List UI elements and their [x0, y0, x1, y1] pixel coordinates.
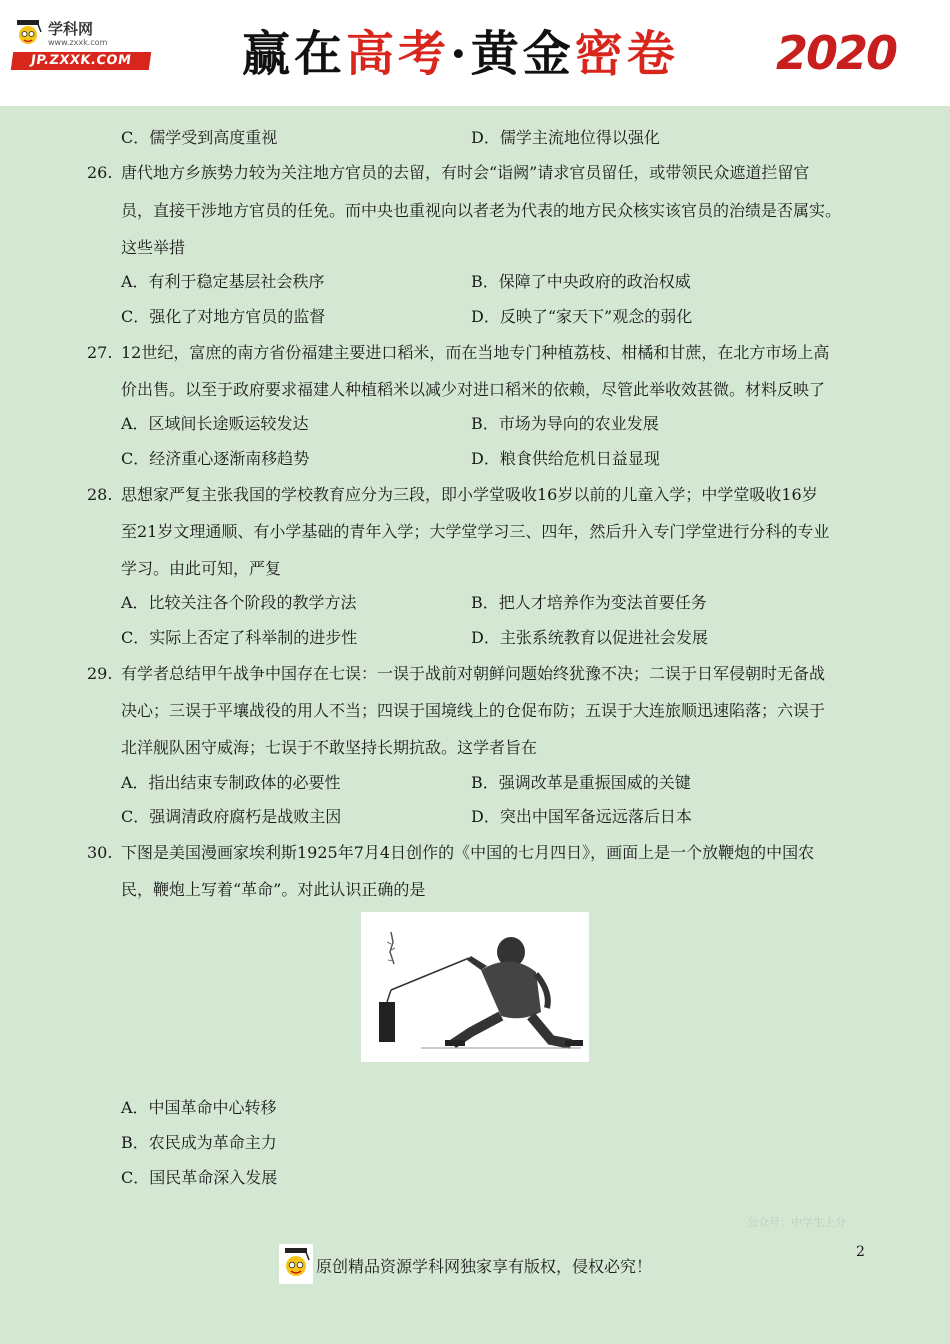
logo-name: 学科网 — [48, 20, 94, 38]
q29-option-b: B．强调改革是重振国威的关键 — [471, 773, 691, 792]
q27-option-d: D．粮食供给危机日益显现 — [471, 449, 660, 468]
q27-stem-line-1: 12世纪，富庶的南方省份福建主要进口稻米，而在当地专门种植荔枝、柑橘和甘蔗，在北方市场上高 — [121, 343, 830, 362]
q30-option-c: C．国民革命深入发展 — [121, 1168, 278, 1187]
q29-option-a: A．指出结束专制政体的必要性 — [121, 773, 341, 792]
q28-stem-line-1: 思想家严复主张我国的学校教育应分为三段，即小学堂吸收16岁以前的儿童入学；中学堂吸收16岁 — [121, 485, 818, 504]
title-part-2: 高考 — [346, 26, 451, 82]
year-logo: 2020 — [776, 26, 897, 80]
q30-stem-line-2: 民，鞭炮上写着“革命”。对此认识正确的是 — [121, 880, 426, 899]
q26-option-a: A．有利于稳定基层社会秩序 — [121, 272, 325, 291]
q30-number: 30. — [87, 843, 113, 862]
q26-stem-line-3: 这些举措 — [121, 238, 186, 257]
q26-option-c: C．强化了对地方官员的监督 — [121, 307, 326, 326]
q29-option-c: C．强调清政府腐朽是战败主因 — [121, 807, 342, 826]
mascot-icon — [14, 18, 44, 48]
zxxk-logo[interactable] — [12, 18, 152, 72]
q26-stem-line-1: 唐代地方乡族势力较为关注地方官员的去留，有时会“诣阙”请求官员留任，或带领民众遮道拦留官 — [121, 163, 810, 182]
footer-copyright: 原创精品资源学科网独家享有版权，侵权必究！ — [316, 1257, 653, 1276]
q30-option-a: A．中国革命中心转移 — [121, 1098, 277, 1117]
q27-option-c: C．经济重心逐渐南移趋势 — [121, 449, 310, 468]
q30-cartoon-image — [361, 912, 589, 1062]
watermark: 公众号：中学生上分 — [747, 1216, 846, 1229]
q26-stem-line-2: 员，直接干涉地方官员的任免。而中央也重视向以者老为代表的地方民众核实该官员的治绩是否属实。 — [121, 201, 842, 220]
q30-option-b: B．农民成为革命主力 — [121, 1133, 277, 1152]
page-number: 2 — [856, 1244, 865, 1260]
title-part-5: 密卷 — [574, 26, 679, 82]
q26-option-d: D．反映了“家天下”观念的弱化 — [471, 307, 693, 326]
q29-number: 29. — [87, 664, 113, 683]
q25-option-c: C．儒学受到高度重视 — [121, 128, 278, 147]
q27-option-a: A．区域间长途贩运较发达 — [121, 414, 309, 433]
q28-stem-line-2: 至21岁文理通顺、有小学基础的青年入学；大学堂学习三、四年，然后升入专门学堂进行分科的专业 — [121, 522, 830, 541]
q29-option-d: D．突出中国军备远远落后日本 — [471, 807, 692, 826]
firecracker-farmer-illustration — [361, 912, 589, 1062]
q28-option-a: A．比较关注各个阶段的教学方法 — [121, 593, 357, 612]
q28-option-b: B．把人才培养作为变法首要任务 — [471, 593, 707, 612]
q29-stem-line-3: 北洋舰队困守威海；七误于不敢坚持长期抗敌。这学者旨在 — [121, 738, 538, 757]
logo-bar: JP.ZXXK.COM — [11, 52, 152, 70]
q25-option-d: D．儒学主流地位得以强化 — [471, 128, 660, 147]
q27-number: 27. — [87, 343, 113, 362]
logo-url: www.zxxk.com — [48, 38, 108, 47]
page-header — [0, 0, 950, 106]
title-part-3: · — [450, 26, 471, 82]
q30-stem-line-1: 下图是美国漫画家埃利斯1925年7月4日创作的《中国的七月四日》，画面上是一个放鞭炮的中国农 — [121, 843, 815, 862]
q28-number: 28. — [87, 485, 113, 504]
q26-option-b: B．保障了中央政府的政治权威 — [471, 272, 691, 291]
q28-option-c: C．实际上否定了科举制的进步性 — [121, 628, 358, 647]
page-title — [242, 24, 679, 84]
q28-option-d: D．主张系统教育以促进社会发展 — [471, 628, 708, 647]
q27-stem-line-2: 价出售。以至于政府要求福建人种植稻米以减少对进口稻米的依赖，尽管此举收效甚微。材料反映了 — [121, 380, 826, 399]
q26-number: 26. — [87, 163, 113, 182]
q29-stem-line-2: 决心；三误于平壤战役的用人不当；四误于国境线上的仓促布防；五误于大连旅顺迅速陷落；六误于 — [121, 701, 826, 720]
q29-stem-line-1: 有学者总结甲午战争中国存在七误：一误于战前对朝鲜问题始终犹豫不决；二误于日军侵朝时无备战 — [121, 664, 826, 683]
q28-stem-line-3: 学习。由此可知，严复 — [121, 559, 282, 578]
title-part-4: 黄金 — [470, 26, 575, 82]
footer-mascot-icon — [279, 1244, 313, 1284]
q27-option-b: B．市场为导向的农业发展 — [471, 414, 659, 433]
title-part-1: 赢在 — [242, 26, 347, 82]
